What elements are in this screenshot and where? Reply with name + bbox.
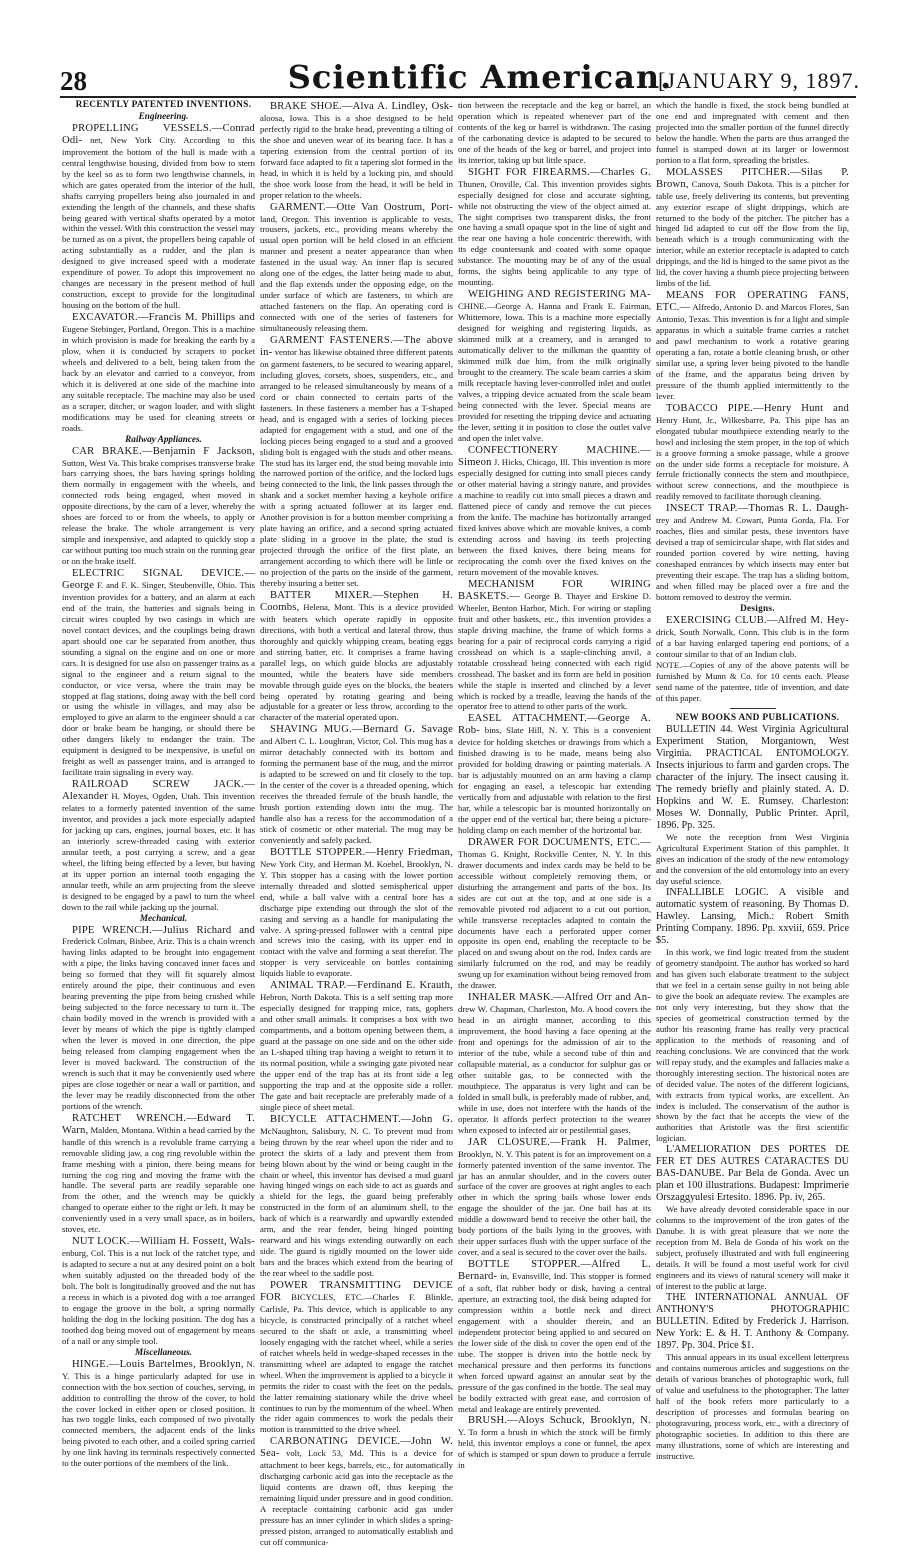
entry-title: MEANS FOR OPERATING FANS, ETC.— xyxy=(656,290,849,314)
patent-entry xyxy=(62,312,255,433)
patent-entry xyxy=(656,503,849,603)
entry-title: BICYCLE ATTACHMENT.—John G. xyxy=(270,1113,453,1125)
section-heading: NEW BOOKS AND PUBLICATIONS. xyxy=(675,713,840,724)
category-heading: Miscellaneous. xyxy=(135,1346,192,1357)
patent-entry xyxy=(260,202,453,334)
entry-body: trey and Andrew M. Cowart, Punta Gorda, Fla. For roaches, flies and similar pests, these inventors have devised a trap of semicircular shape, with flat sides and rounded portion covered by wire netting, having coneshaped entrances by which insects may enter but preventing their escape. The trap has a sliding bottom, and when filled may be placed over a fire and the bottom removed to destroy the vermin. xyxy=(656,515,849,602)
patent-entry xyxy=(656,290,849,402)
patent-entry xyxy=(260,590,453,723)
paragraph: In this work, we find logic treated from the student of geometry standpoint. The author has worked so hard and has given such elaborate treatment to the subject that we feel in a certain sense guilty in not being able to give the book an adequate review. The examples are not only very interesting, but they show that the species of geometrical construction termed by the author his reasoning frame has really very practical application to the methods of reasoning and of reaching conclusions. We are convinced that the work will repay study, and the examples and fallacies make a thoroughly interesting section. The historical notes are of decided value. The notes of the different logicians, with extracts from typical works, are excellent. An index is included. The conservatism of the author is shown by the fact that he accepts the view of the authorities that Aristotle was the first scientific logician. xyxy=(656,947,849,1144)
entry-body: land, Oregon. This invention is applicable to vests, trousers, jackets, etc., providing means whereby the usual open portion will be held closed in an efficient manner and present a neater appearance than when fastened in the usual way. An inner flap is secured along one of the edges, the latter being made to abut, and the flap extends under the opposing edge, on the under surface of which are fasteners, to which are attached fasteners on the flap. An operating cord is connected with one of the series of fasteners for simultaneously releasing them. xyxy=(260,213,453,334)
entry-title: SIGHT FOR FIREARMS.—Charles G. xyxy=(468,166,651,178)
patent-entry xyxy=(260,335,453,589)
entry-body: George B. Thayer and Erskine D. Wheeler, Benton Harbor, Mich. For wiring or stapling fruit and other baskets, etc., this invention provides a staple driving machine, the frame of which forms a bearing for a pair of reciprocal cords carrying a rigid crosshead on which is a staple-clinching anvil, a rotatable crosshead being connected with each rigid crosshead. The basket and its form are held in position while the staple is inserted and clinched by a lever which is rocked by a treadle, leaving the hands of the operator free to attend to other parts of the work. xyxy=(458,590,651,712)
category-heading: Engineering. xyxy=(138,110,189,121)
patent-entry xyxy=(656,167,849,289)
entry-body: and Albert C. L. Loughran, Victor, Col. This mug has a mirror detachably connected with its bottom and forming the permanent base of the mug, and the mirror is adapted to be screwed on and fit closely to the top. In the center of the cover is a threaded opening, which receives the threaded ferrule of the brush handle, the brush portion extending down into the mug. The handle also has a recess for the accommodation of a stick of cosmetic or other material. The mug may be conveniently and safely packed. xyxy=(260,736,453,845)
entry-title: CARBONATING DEVICE.—John W. Sea- xyxy=(260,1436,453,1460)
entry-body: New York City, and Herman M. Koebel, Brooklyn, N. Y. This stopper has a casing with the lower portion internally threaded and slotted semispherical upper end, while a ball valve with a central bore has a discharge pipe extending out through the slot of the casing and serving as a handle for manipulating the valve. A spring-pressed follower with a central pipe and screws into the casing, with its upper end in contact with the valve and forming a seat therefor. The stopper is very serviceable on bottles containing liquids liable to evaporate. xyxy=(260,858,453,979)
entry-body: H. Moyes, Ogden, Utah. This invention relates to a formerly patented invention of the same inventor, and provides a jack more especially adapted for jacking up cars, engines, journal boxes, etc. It has an interiorly screw-threaded casing with exterior annular teeth, a post carrying a screw, and a gear wheel, the lifting being effected by a lever, but having at its upper portion an internal tooth engaging the annular teeth, while an arm projecting from the sleeve is designed to be engaged by a pawl to turn the wheel down to the rail while jacking up the journal. xyxy=(62,791,256,912)
entry-body: Henry Hunt, Jr., Wilkesbarre, Pa. This pipe has an elongated tubular mouthpiece extending nearly to the bowl and inclosing the stem proper, in the top of which is a groove forming a smoke passage, while a groove on the under side forms a receptacle for moisture. A ferrule frictionally connects the stem and mouthpiece, without screw connections, and the mouthpiece is readily removed to facilitate thorough cleaning. xyxy=(656,414,849,502)
book-listing: BULLETIN 44. West Virginia Agricultural Experiment Station, Morgantown, West Virginia. PRACTICAL ENTOMOLOGY. Insects injurious to farm and garden crops. The character of the injury. The insect causing it. The remedy briefly and plainly stated. A. D. Hopkins and W. E. Rumsey. Charleston: Moses W. Donnally, Public Printer. April, 1896. Pp. 325. xyxy=(656,724,849,832)
entry-title: BOTTLE STOPPER.—Henry Friedman, xyxy=(270,846,453,858)
entry-title: SHAVING MUG.—Bernard G. Savage xyxy=(270,724,453,736)
entry-body: bins, Slate Hill, N. Y. This is a convenient device for holding sketches or drawings from which a finished drawing is to be made, means being also provided for holding drawing or painting materials. A bar is adjustably mounted on an arm having a clamp for engaging an easel, a telescopic bar extending vertically from and adjustable with relation to the first bar, while a telescopic bar is mounted horizontally on the upper end of the vertical bar, there being a picture-holding clamp on each member of the horizontal bar. xyxy=(458,725,652,835)
patent-entry xyxy=(62,1236,255,1347)
entry-body: BICYCLES, ETC.—Charles F. Blinkle, Carlisle, Pa. This device, which is applicable to any bicycle, is constructed principally of a ratchet wheel secured to the shaft or axle, a transmitting wheel loosely engaging with the ratchet wheel, while a series of ratchet wheels held in wedge-shaped recesses in the transmitting wheel are adapted to engage the ratchet wheel. When the improvement is applied to a bicycle it permits the rider to coast with the feet on the pedals, the latter remaining stationary while the drive wheel continues to run by the momentum of the wheel. When the rider again commences to work the pedals their motion is transmitted to the drive wheel. xyxy=(260,1291,453,1435)
entry-body: Malden, Montana. Within a head carried by the handle of this wrench is a revoluble frame carrying a removable sliding jaw, a cog ring revoluble within the frame meshing with a pinion, there being means for turning the cog ring and moving the frame with the handle. The several parts are readily separable one from the other, and the wrench may be quickly changed to operate either to the right or left. It may be conveniently used in a very small space, as in boilers, stoves, etc. xyxy=(62,1124,255,1235)
entry-title: CAR BRAKE.—Benjamin F Jackson, xyxy=(72,445,255,457)
entry-title: JAR CLOSURE.—Frank H. Palmer, xyxy=(468,1136,651,1148)
patent-entry xyxy=(458,1137,651,1258)
entry-body: Helena, Mont. This is a device provided with beaters which operate rapidly in opposite directions, with both a vertical and lateral throw, thus thoroughly and quickly whipping cream, beating eggs and stirring batter, etc. It comprises a frame having parallel legs, on which guide blocks are adjustably mounted, while the beaters have side members movable through guide eyes on the blocks, the beaters being operated by rotating gearing and being adjustable for a greater or less throw, according to the character of the material operated upon. xyxy=(260,601,454,723)
entry-body: McNaughton, Salisbury, N. C. To prevent mud from being thrown by the rear wheel upon the rider and to protect the skirts of a lady and prevent them from being blown about by the wind or being caught in the chain or wheel, this inventor has devised a mud guard having hinged wings on each side to act as guards and a shield for the legs, the guard being preferably constructed in the form of an aluminum shell, to the back of which is a rearwardly and upwardly extended arm, and the rear fender, being hinged pointing rearward and his wings extending outwardly on each side. The guard is rigidly mounted on the lower side bars and the braces which extend from the bearing of the rear wheel to the saddle post. xyxy=(260,1125,453,1279)
book-listing: L'AMELIORATION DES PORTES DE FER ET DES AUTRES CATARACTES DU BAS-DANUBE. Par Bela de Gonda. Avec un plan et 100 illustrations. Budapest: Imprimerie Orszaggyulesi Ertesito. 1896. Pp. iv, 265. xyxy=(656,1144,849,1204)
entry-title: POWER TRANSMITTING DEVICE FOR xyxy=(260,1280,453,1303)
patent-entry xyxy=(62,446,255,567)
entry-title: EXCAVATOR.—Francis M. Phillips and xyxy=(72,312,255,324)
paragraph: which the handle is fixed, the stock being bundled at one end and impregnated with cement and then projected into the smaller portion of the funnel directly below the handle. When the parts are thus arranged the funnel is stamped down at its larger or lowermost portion to a flat form, spreading the bristles. xyxy=(656,100,849,165)
category-heading: Railway Appliances. xyxy=(125,433,202,444)
entry-title: BRAKE SHOE.—Alva A. Lindley, Osk- xyxy=(270,101,453,112)
patent-entry xyxy=(458,289,651,443)
patent-entry xyxy=(458,1415,651,1471)
patent-entry xyxy=(656,403,849,503)
entry-title: NUT LOCK.—William H. Fossett, Wals- xyxy=(72,1236,255,1248)
patent-entry xyxy=(656,615,849,660)
patent-entry xyxy=(260,1114,453,1279)
entry-body: Thunen, Oroville, Cal. This invention provides sights especially designed for close and accurate sighting, while not obstructing the view of the object aimed at. The sight comprises two transparent disks, the front one having a small opaque spot in the line of sight and the rear one having a hole concentric therewith, with its edge countersunk and coated with some opaque substance. The mounting may be of any of the usual forms, the sights being applicable to any type of mounting. xyxy=(458,178,651,288)
masthead xyxy=(60,58,860,98)
entry-body: in, Evansville, Ind. This stopper is formed of a soft, flat rubber body or disk, having a central aperture, an extracting tool, the disk being adapted for compression within a bottle neck and direct engagement with a shoulder therein, and an independent protector being applied to and secured on the lower side of the disk to cover the open end of the tube. The stopper is driven into the bottle neck by mechanical pressure and then performs its functions when forced upward against an annular seat by the pressure of the gas confined in the bottle. The seal may be bodily extracted with great ease, and corrosion of metal and leakage are entirely prevented. xyxy=(458,1271,652,1414)
entry-title: MOLASSES PITCHER.—Silas P. Brown, xyxy=(656,166,849,190)
patent-entry xyxy=(62,779,255,912)
entry-body: F. and F. K. Singer, Steubenville, Ohio. This invention provides for a battery, and an alarm at each end of the train, the batteries and signals being in circuit wires coupled by two casings in which are novel contact devices, and the couplings being drawn apart should one car be separated from another, thus sounding a signal on the engine and on one or more cars. It is designed for use also on passenger trains as a signal to the engineer and a return signal to the conductor, or vice versa, where the train may be stopped at flag stations, doing away with the bell cord or using the whistle in villages, and may also be employed to give an alarm to the engineer should a car door or brake beam be hanging, or should there be other dangers likely to endanger the train. The equipment is designed to be inexpensive, is useful on freight as well as passenger trains, and is arranged to facilitate train signaling in every way. xyxy=(62,579,256,778)
section-heading: RECENTLY PATENTED INVENTIONS. xyxy=(75,100,252,110)
patent-entry xyxy=(62,1359,255,1470)
patent-entry xyxy=(458,713,651,835)
entry-body: CHINE.—George A. Hanna and Frank E. Fairman, Whittemore, Iowa. This is a machine more especially designed for weighing and registering liquids, as skimmed milk at a creamery, and is arranged to automatically deliver to the milkman the quantity of skimmed milk due him, from the milk originally brought to the creamery. The scale beam carries a skim milk receptacle having lever-controlled inlet and outlet valves, a tripping device actuated from the scale beam being connected with the lever. Special means are provided for resetting the tripping device and actuating the lever, setting it in position to close the outlet valve and open the inlet valve. xyxy=(458,301,651,443)
header-rule xyxy=(60,96,856,98)
entry-title: RATCHET WRENCH.—Edward T. Warn, xyxy=(62,1112,255,1136)
patent-entry xyxy=(260,724,453,845)
entry-body: drick, South Norwalk, Conn. This club is in the form of a bar having enlarged tapering end portions, of a contour similar to that of an Indian club. xyxy=(656,626,849,659)
patent-entry xyxy=(458,1259,651,1414)
patent-entry xyxy=(260,1280,453,1435)
entry-title: ELECTRIC SIGNAL DEVICE.—George xyxy=(62,568,255,591)
book-listing: THE INTERNATIONAL ANNUAL OF ANTHONY'S PHOTOGRAPHIC BULLETIN. Edited by Frederick J. Harrison. New York: E. & H. T. Anthony & Company. 1897. Pp. 304. Price $1. xyxy=(656,1291,849,1351)
patent-entry xyxy=(260,980,453,1112)
patent-entry xyxy=(458,579,651,712)
patent-entry xyxy=(260,1436,453,1548)
journal-title: Scientific American. xyxy=(287,58,673,96)
entry-title: EXERCISING CLUB.—Alfred M. Hey- xyxy=(666,614,849,626)
entry-body: J. Hicks, Chicago, Ill. This invention is more especially designed for cutting into small pieces candy or other material having a stringy nature, and provides a machine to readily cut into small pieces a drawn and flattened piece of candy and remove the cut pieces from the knife. The machine has horizontally arranged fixed knives above which are movable knives, a comb extending across and having its teeth projecting between the fixed knives, there being means for reciprocating the comb over the fixed knives on the return movement of the movable knives. xyxy=(458,456,652,578)
paragraph: NOTE.—Copies of any of the above patents will be furnished by Munn & Co. for 10 cents each. Please send name of the patentee, title of invention, and date of this paper. xyxy=(656,659,849,703)
paragraph: We have already devoted considerable space in our columns to the improvement of the iron gates of the Danube. It is with great pleasure that we note the reception from M. Bela de Gonda of his work on the subject, profusely illustrated and with full engineering details. It will be found a most useful work for civil engineers and its views of natural scenery will make it of interest to the public at large. xyxy=(656,1204,849,1292)
entry-body: enburg, Col. This is a nut lock of the ratchet type, and is adapted to secure a nut at any desired point on a bolt when suitably adjusted on the threaded body of the bolt. The bolt is longitudinally grooved and the nut has a recess in which is a pivoted dog with a toe arranged to engage the groove in the bolt, a spring normally holding the dog in the locking position. The dog has a toothed dog being moved out of engagement by means of a nail or any simple tool. xyxy=(62,1248,255,1346)
entry-body: Frederick Colman, Bisbee, Ariz. This is a chain wrench having links adapted to be brought into engagement with a pipe, the links having concaved inner faces and being so formed that they will fit squarely almost entirely around the pipe, their continuous and even bearing preventing the pipe from being crushed while being subjected to the force necessary to turn it. The chain bodily moved in the wrench is provided with a lever by means of which the pipe is tightly clamped when the lever is moved in one direction, the pipe being released from clamping engagement when the lever is moved backward. The construction of the wrench is such that it may be conveniently used where pipes are close together or near a wall or partition, and the lever may be readily disconnected from the other portions of the wrench. xyxy=(62,936,255,1111)
entry-title: PIPE WRENCH.—Julius Richard and xyxy=(72,924,255,936)
patent-entry xyxy=(458,167,651,288)
category-heading: Mechanical. xyxy=(139,912,188,923)
entry-title: GARMENT FASTENERS.—The above in- xyxy=(260,335,453,358)
entry-body: Brooklyn, N. Y. This patent is for an improvement on a formerly patented invention of the same inventor. The jar has an annular shoulder, and in the covers outer surface of the cover are grooves at right angles to each other in which the spring bails whose lower ends engage the shoulder of the jar. One bail has at its middle a downward bend to receive the other bail, the body portions of the bails lying in the grooves, with their upper surfaces flush with the upper surface of the cover, and a seal is secured to the cover over the bails. xyxy=(458,1148,651,1258)
patent-entry xyxy=(62,568,255,778)
column-3 xyxy=(458,100,652,1471)
entry-title: BOTTLE STOPPER.—Alfred L. Bernard- xyxy=(458,1259,651,1283)
patent-entry xyxy=(62,1113,255,1235)
entry-body: Canova, South Dakota. This is a pitcher for table use, freely delivering its contents, but preventing any exterior escape of slight drippings, which are returned to the body of the pitcher. The pitcher has a hinged lid adapted to cut off the flow from the lip, beneath which is a trough communicating with the interior, while an exterior receptacle is adapted to catch drippings, and the lid is hinged to the same pivot as the lid, the cover having a thumb piece projecting between limbs of the lid. xyxy=(656,178,849,289)
patent-entry xyxy=(62,925,255,1112)
entry-body: ventor has likewise obtained three different patents on garment fasteners, to be secured to wearing apparel, including gloves, corsets, shoes, suspenders, etc., and arranged to be released simultaneously by means of a cord or chain connected to certain parts of the fasteners. In these fasteners a member has a T-shaped head, and is engaged with a series of locking pieces adapted for engagement with a stud, and one of the locking pieces being engaged to a stud and a grooved sliding bolt is engaged with the studs and other means. The stud has its larger end, the stud being movable into the narrowed portion of the orifice, and the locked lugs being connected to the link, the link passes through the shank and a socket member having a keyhole orifice with a spring actuated follower at its larger end. Another provision is for a button member comprising a plate having an orifice, and a second spring actuated plate sliding in a groove in the plate, the stud is projected through the orifice of the first plate, an arrangement according to which there will be little or no projection of the parts on the inside of the garment, thereby insuring a better set. xyxy=(260,346,454,588)
entry-title: EASEL ATTACHMENT.—George A. Rob- xyxy=(458,713,651,737)
entry-title: BRUSH.—Aloys Schuck, Brooklyn, N. xyxy=(468,1415,651,1427)
entry-body: Thomas G. Knight, Rockville Center, N. Y. In this drawer documents and index cards may be held to be accessible without completely removing them, or disturbing the arrangement and parts of the box. Its sides are cut out at the top, and at one side is a removable pivoted rod adjacent to a cut out portion, while transverse receptacles adapted to contain the documents have each a perforated upper corner opposite its open end, enabling the receptacle to be placed on and swung about on the rod. Index cards are similarly fulcrumed on the rod, and may be readily swung up for examination without being removed from the drawer. xyxy=(458,848,651,991)
entry-title: PROPELLING VESSELS.—Conrad Odi- xyxy=(62,122,255,146)
entry-body: Eugene Stebinger, Portland, Oregon. This is a machine in which provision is made for breaking the earth by a plow, when it is conducted by scrapers to pocket wheels and delivered to a belt, being taken from the back by an elevator and carried to a conveyor, from which it is delivered at one side of the machine into any suitable receptacle. The machine may also be used as a scraper, ditcher, or wagon loader, and with slight modifications may be used for cleaning streets or roads. xyxy=(62,324,255,433)
paragraph: We note the reception from West Virginia Agricultural Experiment Station of this pamphlet. It gives an indication of the study of the new entomology and the conversion of the old entomology into an every day useful science. xyxy=(656,832,849,887)
entry-body: volt, Lock 53, Md. This is a device for attachment to beer kegs, barrels, etc., for automatically discharging carbonic acid gas into the receptacle as the liquid contents are drawn off, thus keeping the remaining liquid under pressure and in good condition. A receptacle containing carbonic acid gas under pressure has an inner cylinder in which slides a spring-pressed piston, arranged to automatically establish and cut off communica- xyxy=(260,1448,454,1547)
patent-entry xyxy=(260,847,453,979)
patent-entry xyxy=(458,992,651,1135)
patent-entry xyxy=(458,445,651,578)
entry-body: Alfredo, Antonio D. and Marcos Flores, San Antonio, Texas. This invention is for a light and simple apparatus in which a suitable frame carries a ratchet and pawl mechanism to work a rotative gearing operating a fan, rotate a bottle cleaning brush, or other similar use, a spring lever being pivoted to the handle of the frame, and the apparatus being driven by pressure of the thumb applied intermittently to the lever. xyxy=(656,302,849,401)
category-heading: Designs. xyxy=(740,602,775,613)
entry-title: BATTER MIXER.—Stephen H. Coombs, xyxy=(260,589,453,613)
entry-body: net, New York City. According to this improvement the bottom of the hull is made with a central lengthwise housing, divided from bow to stern by the keel so as to form two lengthwise channels, in which are gates operated from the interior of the hull, shafts carrying propellers being also journaled in and extending the length of the channels, and these shafts being geared with vertical shafts operated by a motor within the vessel. With this construction the vessel may be turned as on a pivot, the propellers being capable of acting substantially as a rudder, and the plan is designed to give increased speed with a moderate expenditure of power. To adopt this improvement no changes are necessary in the present method of hull construction, except to provide for the longitudinal housing on the bottom of the hull. xyxy=(62,134,256,311)
column-2 xyxy=(260,100,454,1547)
entry-body: N. Y. This is a hinge particularly adapted for use in connection with the box section of couches, serving, in addition to controlling the throw of the cover, to hold the cover locked in either open or closed position. It has two toggle links, each composed of two pivotally connected members, the adjacent ends of the links being pivoted to each other, and a coiled spring carried by one link having its terminals respectively connected to the outer portions of the members of the link. xyxy=(62,1358,255,1469)
entry-title: DRAWER FOR DOCUMENTS, ETC.— xyxy=(468,836,651,848)
entry-body: aloosa, Iowa. This is a shoe designed to be held perfectly rigid to the brake head, preventing a tilting of the shoe and uneven wear of its bearing face. It has a tapering extension from the central portion of its forward face adapted to fit a tapering slot formed in the head, in which it is held by a locking pin, and should the shoe work loose from the head, it will be held in proper relation to the wheels. xyxy=(260,112,453,200)
page-number: 28 xyxy=(60,66,87,96)
entry-title: CONFECTIONERY MACHINE.—Simeon xyxy=(458,444,651,468)
column-4 xyxy=(656,100,849,1461)
entry-body: Y. To form a brush in which the stock will be firmly held, this inventor employs a cone or funnel, the apex of which is stamped or spun down to produce a ferrule in xyxy=(458,1427,651,1471)
patent-entry xyxy=(62,123,255,311)
paragraph: This annual appears in its usual excellent letterpress and contains numerous articles and suggestions on the details of various branches of photographic work, full of value and usefulness to the photographer. The latter half of the book refers more particularly to a description of processes and formulas bearing on photogravuring, process work, etc., with a directory of photographic societies. In addition to this there are many illustrations, some of which are interesting and instructive. xyxy=(656,1351,849,1461)
entry-title: TOBACCO PIPE.—Henry Hunt and xyxy=(666,402,849,414)
issue-date: [JANUARY 9, 1897. xyxy=(658,68,860,93)
section-rule xyxy=(730,708,776,709)
entry-title: HINGE.—Louis Bartelmes, Brooklyn, xyxy=(72,1358,244,1370)
entry-title: WEIGHING AND REGISTERING MA- xyxy=(468,289,651,301)
entry-title: ANIMAL TRAP.—Ferdinand E. Krauth, xyxy=(270,980,453,992)
paragraph: tion between the receptacle and the keg or barrel, an operation which is repeated whenever part of the contents of the keg or barrel is withdrawn. The casing of the carbonating device is adapted to be secured to one of the heads of the keg or barrel, and project into its interior, taking up but little space. xyxy=(458,100,651,165)
entry-body: Hebron, North Dakota. This is a self setting trap more especially designed for trapping mice, rats, gophers and other small animals. It comprises a box with two compartments, and a bottom opening between them, a guard at the passage on one side and on the other side an L-shaped tilting trap having a weight to return it to its normal position, while a swinging gate pivoted near the upper end of the trap has at its front side a leg supporting the trap and at the opposite side a roller. The gate and bait receptacle are preferably made of a single piece of sheet metal. xyxy=(260,992,453,1112)
entry-body: Sutton, West Va. This brake comprises transverse brake bars carrying shoes, the bars having springs holding them normally in engagement with the wheels, and connected rods being engaged, when moved in opposite directions, by the cam of a lever, whereby the shoes are forced to or from the wheels, to apply or release the brake. The whole arrangement is very simple and inexpensive, and adapted to quickly stop a car without putting too much strain on the running gear or on the brake itself. xyxy=(62,457,255,567)
entry-title: INSECT TRAP.—Thomas R. L. Daugh- xyxy=(666,503,849,515)
book-listing: INFALLIBLE LOGIC. A visible and automatic system of reasoning. By Thomas D. Hawley. Lansing, Mich.: Robert Smith Printing Company. 1896. Pp. xxviii, 659. Price $5. xyxy=(656,887,849,947)
entry-title: MECHANISM FOR WIRING BASKETS.— xyxy=(458,578,651,602)
patent-entry xyxy=(458,837,651,991)
patent-entry xyxy=(260,101,453,201)
column-1 xyxy=(62,100,256,1469)
entry-title: RAILROAD SCREW JACK.—Alexander xyxy=(62,779,255,803)
entry-title: GARMENT.—Otte Van Oostrum, Port- xyxy=(270,201,453,213)
entry-title: INHALER MASK.—Alfred Orr and An- xyxy=(468,992,651,1004)
entry-body: drew W. Chapman, Charleston, Mo. A hood covers the head in an airtight manner, according to this improvement, the hood having a face opening at the front and openings for the admission of air to the interior of the tube, while a second tube of thin and collapsible material, as a conductor for sulphur gas or other suitable gas, to be connected with the mouthpiece. The apparatus is very light and can be folded in small bulk, is preferably made of rubber, and, while in use, does not interfere with the hands of the operator. It affords perfect protection to the wearer when exposed to infected air or pestilential gases. xyxy=(458,1004,651,1135)
